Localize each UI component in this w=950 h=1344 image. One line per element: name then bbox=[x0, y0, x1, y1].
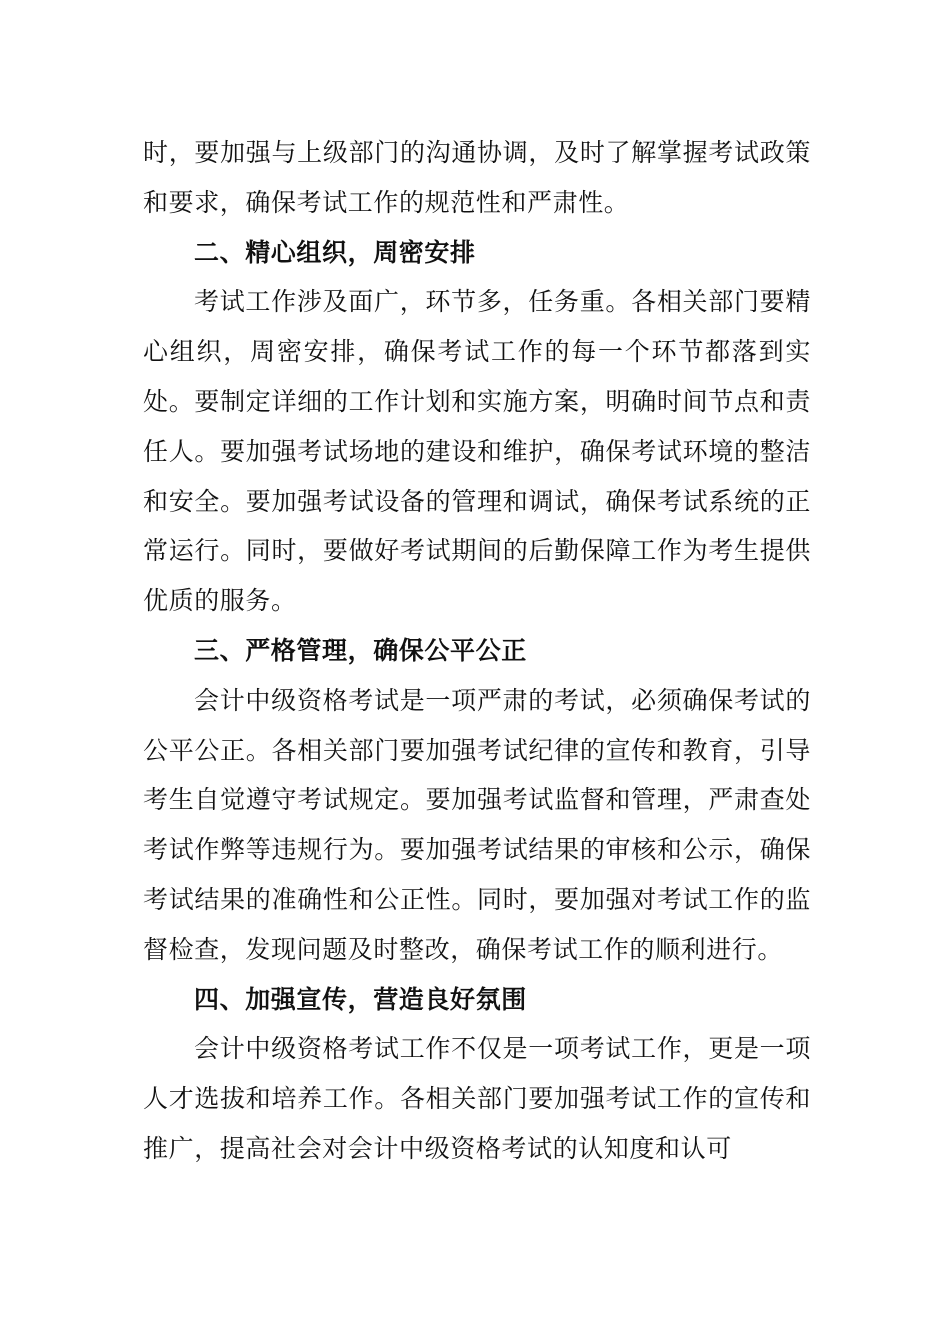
paragraph-continued: 时，要加强与上级部门的沟通协调，及时了解掌握考试政策和要求，确保考试工作的规范性和严肃性。 bbox=[143, 138, 811, 217]
paragraph-section-3: 会计中级资格考试是一项严肃的考试，必须确保考试的公平公正。各相关部门要加强考试纪律的宣传和教育，引导考生自觉遵守考试规定。要加强考试监督和管理，严肃查处考试作弊等违规行为。要加强考试结果的审核和公示，确保考试结果的准确性和公正性。同时，要加强对考试工作的监督检查，发现问题及时整改，确保考试工作的顺利进行。 bbox=[143, 685, 811, 964]
document-body bbox=[143, 128, 811, 1174]
section-heading-3: 三、严格管理，确保公平公正 bbox=[194, 635, 527, 665]
section-heading-4: 四、加强宣传，营造良好氛围 bbox=[194, 984, 527, 1014]
paragraph-section-4: 会计中级资格考试工作不仅是一项考试工作，更是一项人才选拔和培养工作。各相关部门要加强考试工作的宣传和推广，提高社会对会计中级资格考试的认知度和认可 bbox=[143, 1034, 811, 1163]
paragraph-section-2: 考试工作涉及面广，环节多，任务重。各相关部门要精心组织，周密安排，确保考试工作的每一个环节都落到实处。要制定详细的工作计划和实施方案，明确时间节点和责任人。要加强考试场地的建设和维护，确保考试环境的整洁和安全。要加强考试设备的管理和调试，确保考试系统的正常运行。同时，要做好考试期间的后勤保障工作为考生提供优质的服务。 bbox=[143, 287, 811, 616]
section-heading-2: 二、精心组织，周密安排 bbox=[194, 237, 476, 267]
